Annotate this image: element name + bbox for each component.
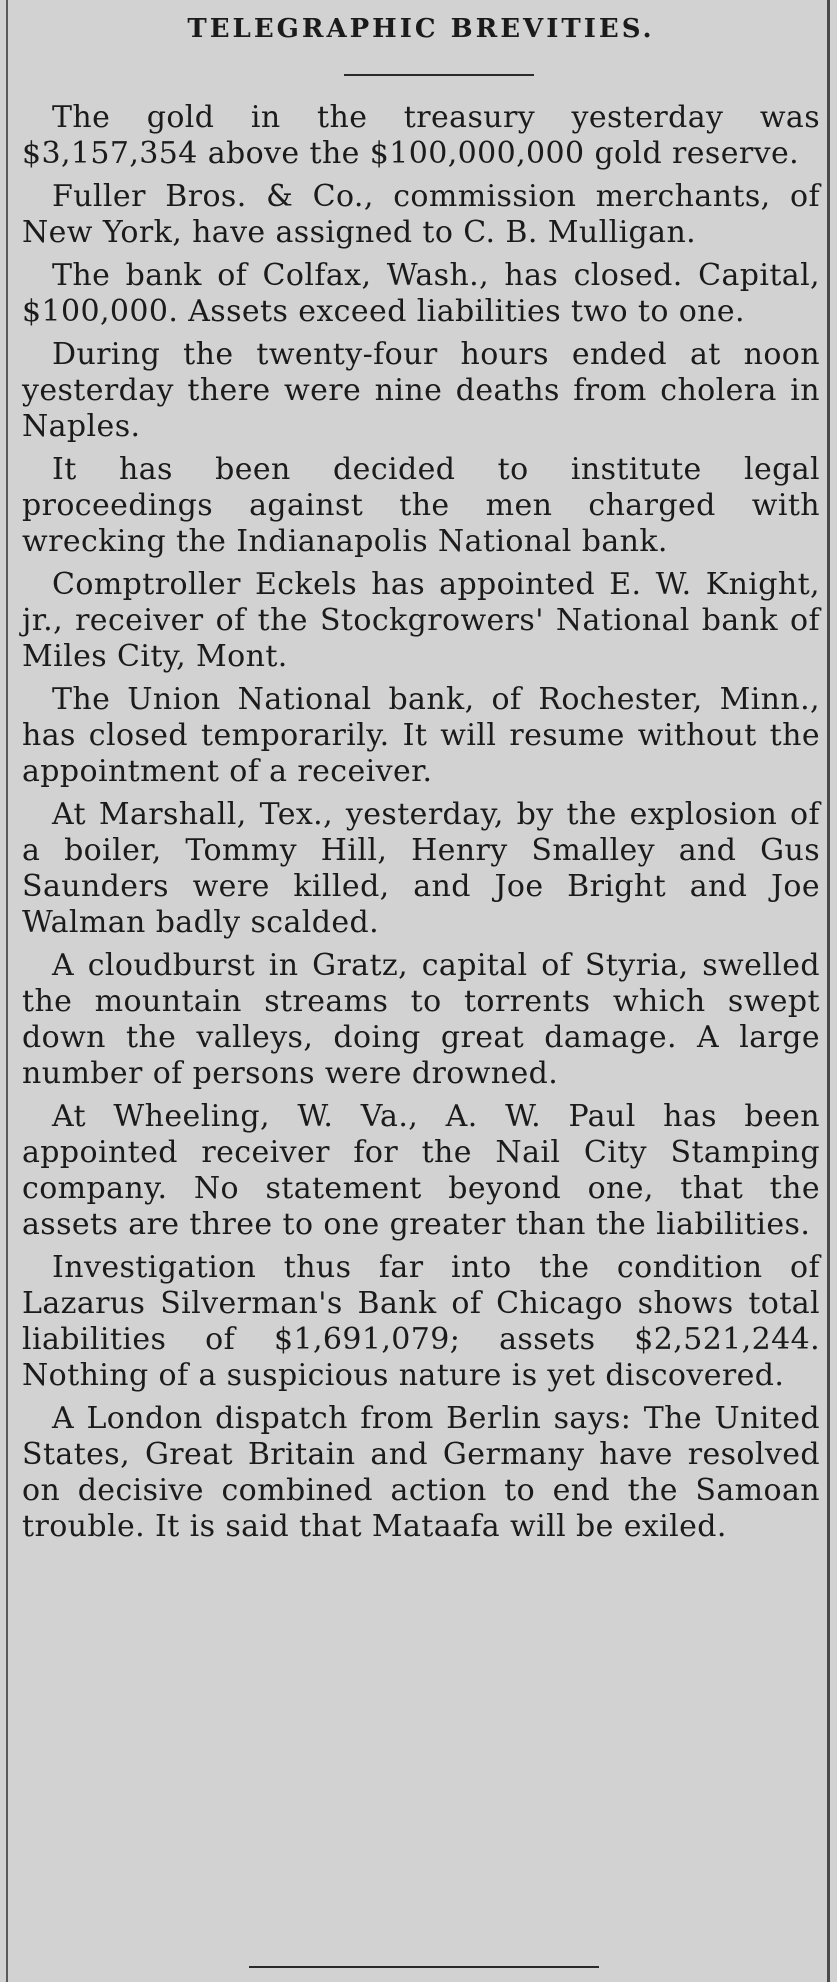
brevities-list	[22, 100, 820, 1552]
news-item-samoan-trouble	[22, 1401, 820, 1545]
news-item-text: The bank of Colfax, Wash., has closed. Capital, $100,000. Assets exceed liabilities two to one.	[22, 258, 820, 329]
news-item-text: The Union National bank, of Rochester, Minn., has closed temporarily. It will resume without the appointment of a receiver.	[22, 682, 820, 789]
news-item-text: A cloudburst in Gratz, capital of Styria, swelled the mountain streams to torrents which swept down the valleys, doing great damage. A large number of persons were drowned.	[22, 948, 820, 1091]
news-item-text: It has been decided to institute legal proceedings against the men charged with wrecking the Indianapolis National bank.	[22, 452, 820, 559]
news-item-gratz-cloudburst	[22, 948, 820, 1092]
news-item-rochester-bank	[22, 682, 820, 790]
news-column	[22, 0, 820, 1982]
headline: TELEGRAPHIC BREVITIES.	[187, 14, 655, 44]
news-item-cholera-naples	[22, 337, 820, 445]
news-item-text: At Marshall, Tex., yesterday, by the explosion of a boiler, Tommy Hill, Henry Smalley and Gus Saunders were killed, and Joe Bright and Joe Walman badly scalded.	[22, 797, 820, 940]
news-item-indianapolis-bank	[22, 452, 820, 560]
news-item-text: Fuller Bros. & Co., commission merchants, of New York, have assigned to C. B. Mulligan.	[22, 179, 820, 250]
news-item-eckels-receiver	[22, 567, 820, 675]
headline-rule	[344, 74, 534, 76]
right-column-rule	[827, 0, 830, 1982]
news-item-text: A London dispatch from Berlin says: The United States, Great Britain and Germany have resolved on decisive combined action to end the Samoan trouble. It is said that Mataafa will be exiled.	[22, 1401, 820, 1544]
news-item-text: Investigation thus far into the condition of Lazarus Silverman's Bank of Chicago shows total liabilities of $1,691,079; assets $2,521,244. Nothing of a suspicious nature is yet discovered.	[22, 1250, 820, 1393]
news-item-colfax-bank	[22, 258, 820, 330]
news-item-text: The gold in the treasury yesterday was $3,157,354 above the $100,000,000 gold reserve.	[22, 100, 820, 171]
news-item-wheeling-receiver	[22, 1099, 820, 1243]
news-item-text: At Wheeling, W. Va., A. W. Paul has been appointed receiver for the Nail City Stamping company. No statement beyond one, that the assets are three to one greater than the liabilities.	[22, 1099, 820, 1242]
news-item-fuller-bros	[22, 179, 820, 251]
news-item-silverman-bank	[22, 1250, 820, 1394]
news-item-marshall-boiler	[22, 797, 820, 941]
left-column-rule	[6, 0, 8, 1982]
news-item-text: Comptroller Eckels has appointed E. W. Knight, jr., receiver of the Stockgrowers' National bank of Miles City, Mont.	[22, 567, 820, 674]
news-item-gold-reserve	[22, 100, 820, 172]
footer-rule	[249, 1966, 599, 1968]
news-item-text: During the twenty-four hours ended at noon yesterday there were nine deaths from cholera in Naples.	[22, 337, 820, 444]
